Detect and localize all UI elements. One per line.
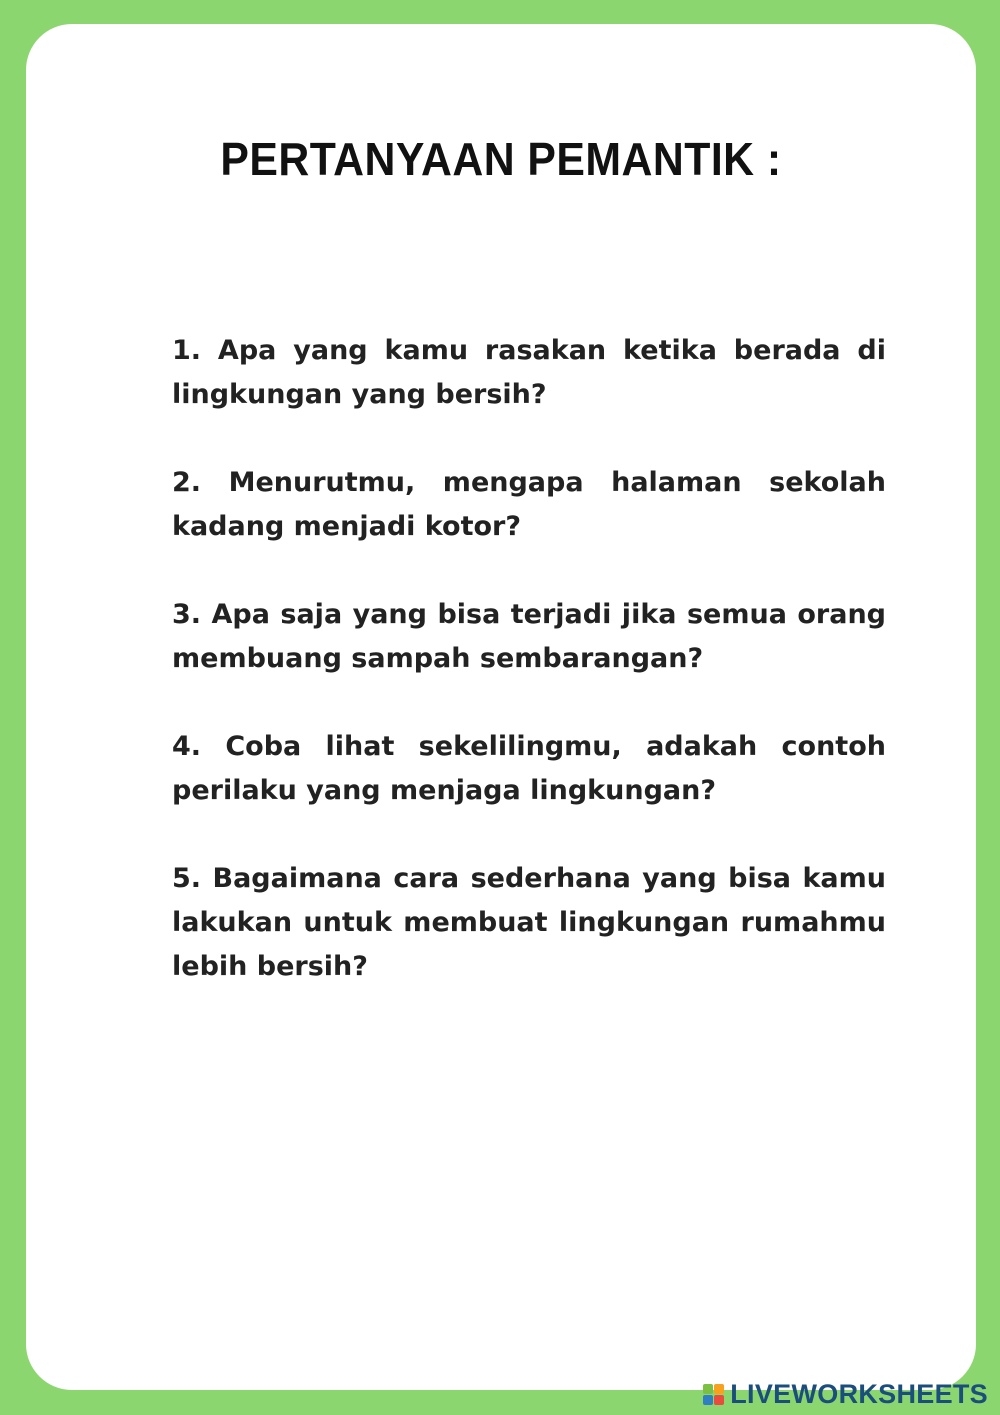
logo-square-green (703, 1384, 713, 1394)
liveworksheets-watermark (703, 1379, 988, 1409)
question-item: 4. Coba lihat sekelilingmu, adakah contoh perilaku yang menjaga lingkungan? (172, 731, 886, 806)
logo-square-red (714, 1395, 724, 1405)
worksheet-card (26, 24, 976, 1390)
question-list (172, 329, 886, 1033)
question-item: 3. Apa saja yang bisa terjadi jika semua orang membuang sampah sembarangan? (172, 599, 886, 674)
page-title: PERTANYAAN PEMANTIK : (220, 133, 782, 185)
watermark-text: LIVEWORKSHEETS (730, 1379, 988, 1409)
logo-square-blue (703, 1395, 713, 1405)
question-item: 1. Apa yang kamu rasakan ketika berada di lingkungan yang bersih? (172, 335, 886, 410)
question-item: 5. Bagaimana cara sederhana yang bisa kamu lakukan untuk membuat lingkungan rumahmu lebih bersih? (172, 863, 886, 982)
question-item: 2. Menurutmu, mengapa halaman sekolah kadang menjadi kotor? (172, 467, 886, 542)
logo-square-orange (714, 1384, 724, 1394)
liveworksheets-logo-icon (703, 1384, 724, 1405)
